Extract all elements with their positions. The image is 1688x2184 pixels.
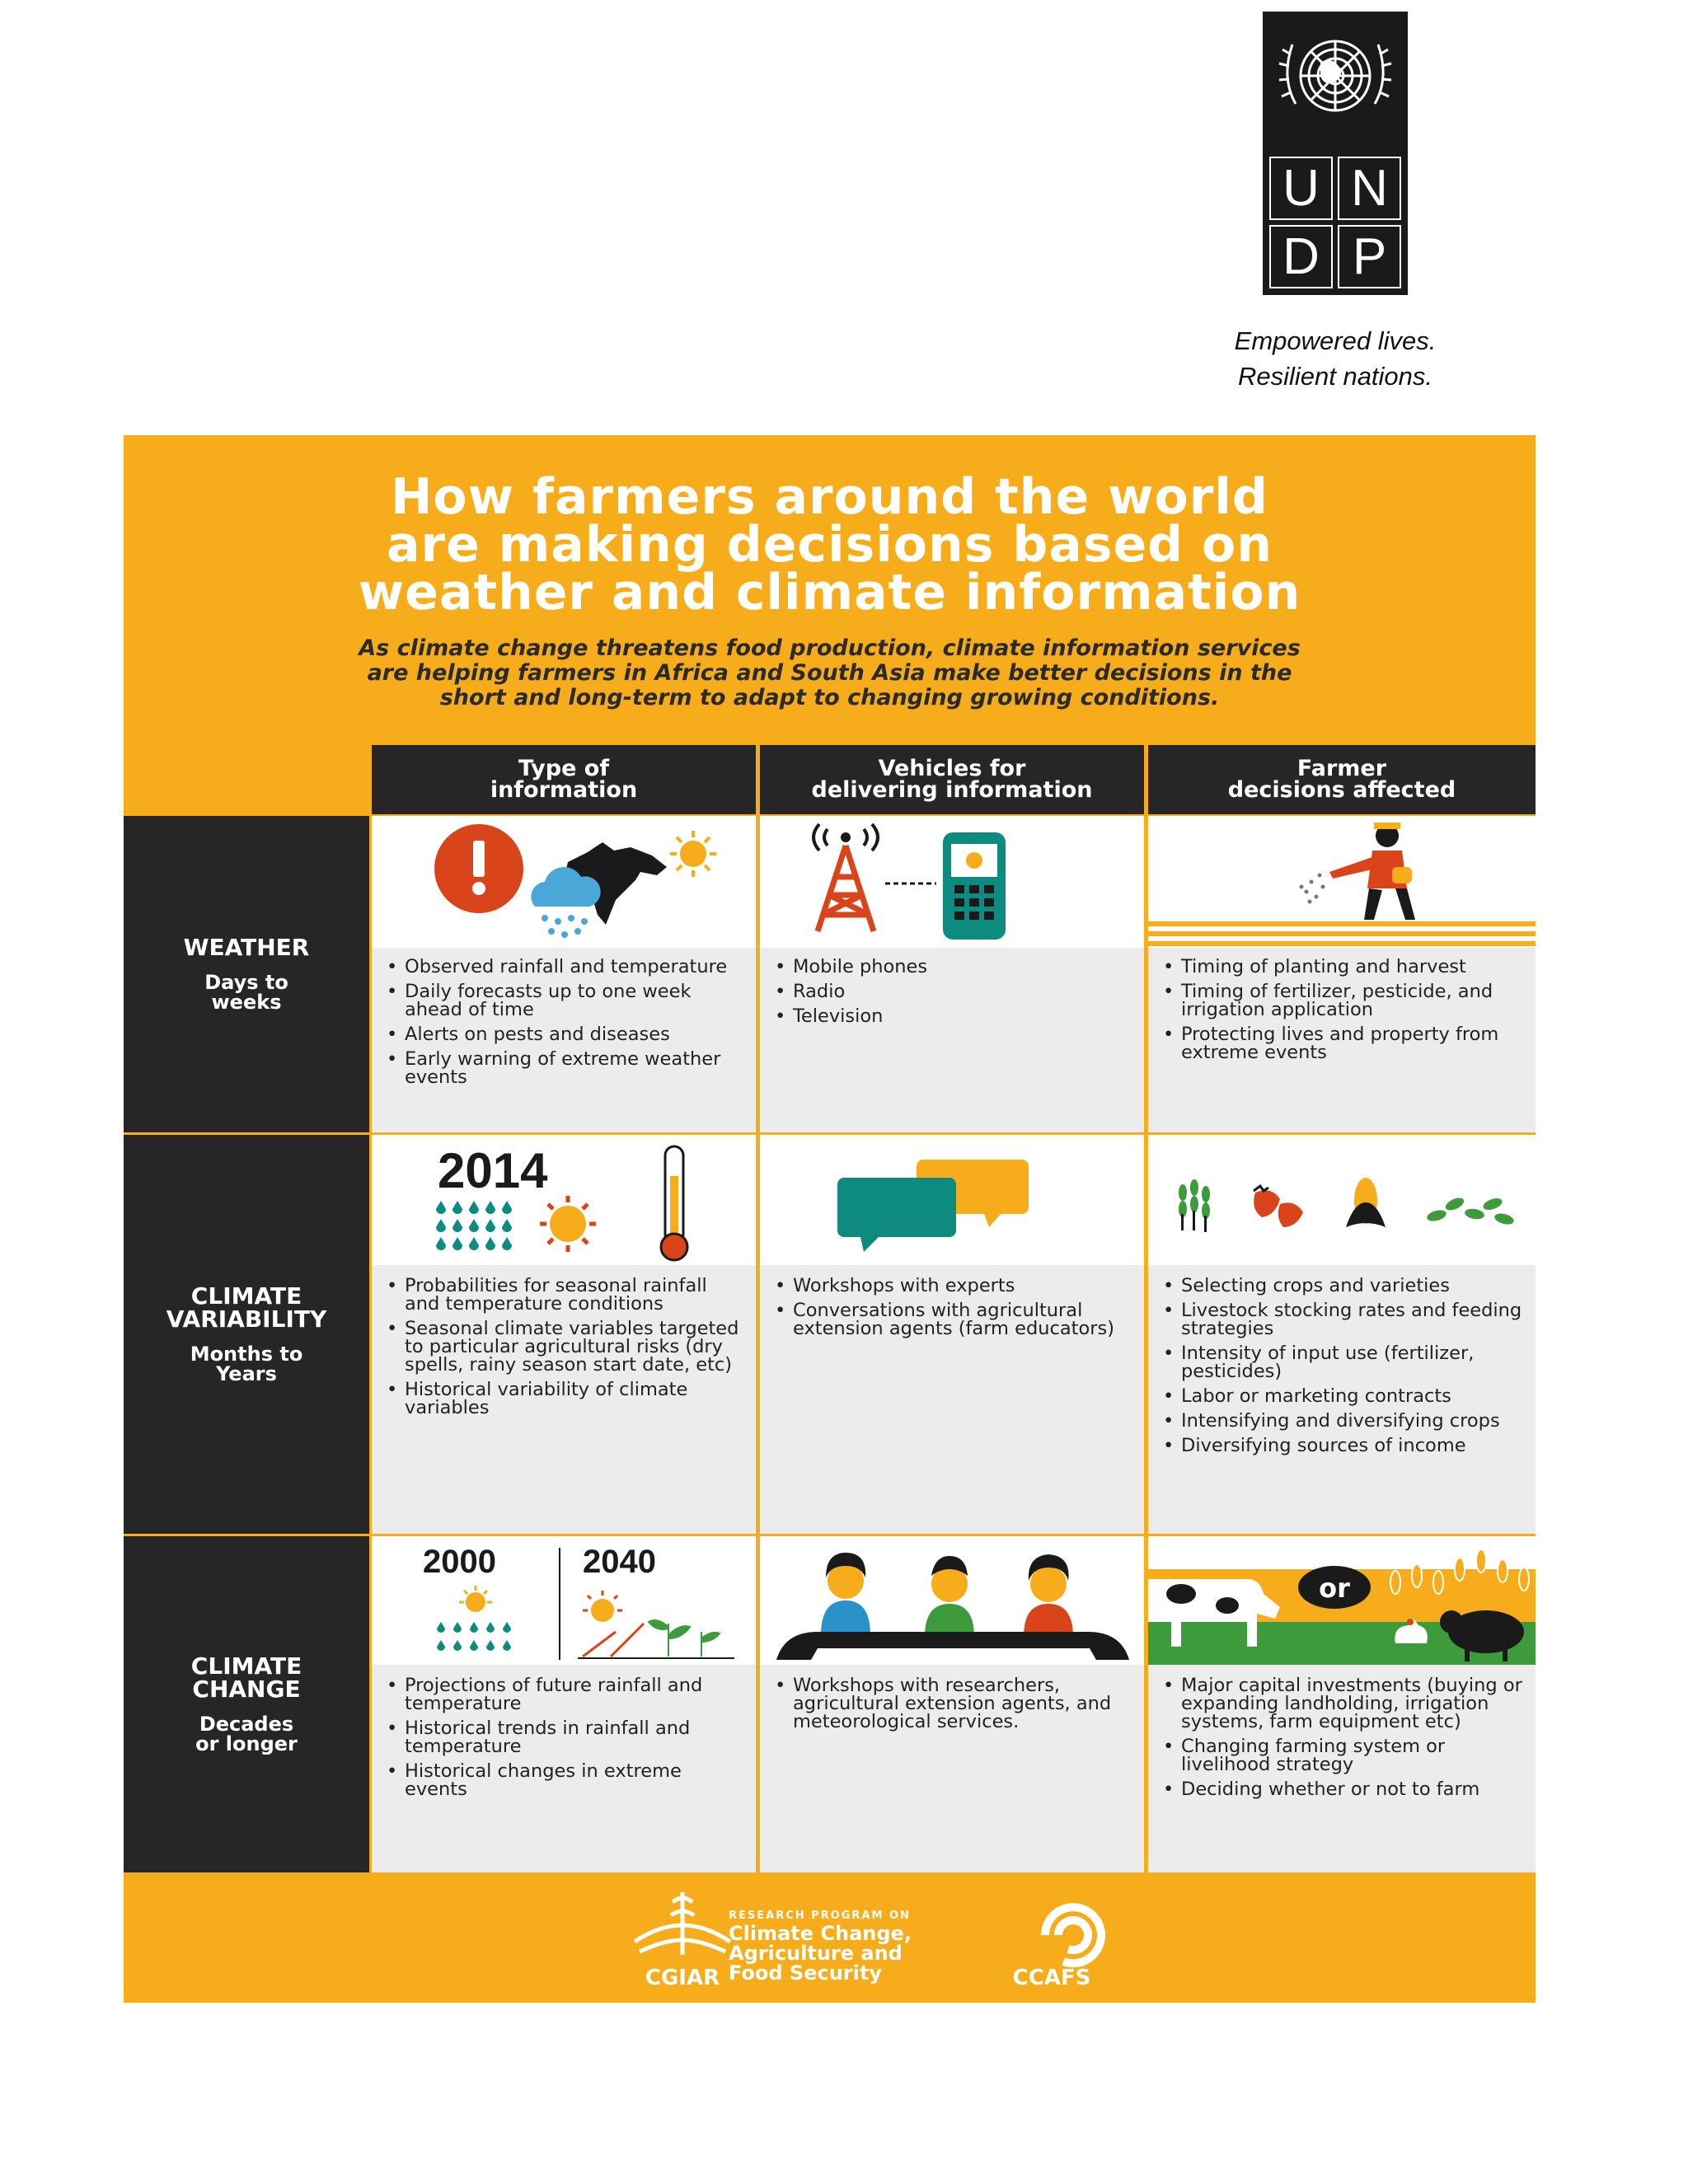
list-item: • Alerts on pests and diseases xyxy=(383,1025,746,1043)
column-header-line: Vehicles for xyxy=(878,756,1026,781)
logo-letter: U xyxy=(1269,157,1333,220)
list-item: • Selecting crops and varieties xyxy=(1160,1277,1526,1295)
list-item: • Radio xyxy=(771,982,1134,1001)
year-label: 2000 xyxy=(423,1544,496,1580)
list-item: • Timing of planting and harvest xyxy=(1160,958,1526,976)
sun-icon xyxy=(583,1591,622,1622)
title-line: weather and climate information xyxy=(358,564,1301,621)
cell-icon-area xyxy=(1148,816,1536,948)
year-label: 2040 xyxy=(583,1544,656,1580)
row-timescale xyxy=(124,972,369,1012)
year-label: 2014 xyxy=(438,1143,548,1198)
program-small-label: RESEARCH PROGRAM ON xyxy=(729,1910,911,1922)
cgiar-label: CGIAR xyxy=(645,1966,720,1990)
cell-icon-area xyxy=(760,816,1144,948)
row-title: WEATHER xyxy=(183,934,310,961)
program-line: Agriculture and xyxy=(729,1942,903,1965)
tagline-line: Empowered lives. xyxy=(1234,326,1437,355)
row-label-climate-change xyxy=(124,1536,369,1872)
column-header-type xyxy=(372,745,756,814)
rain-drops-icon xyxy=(437,1622,511,1651)
list-item: • Deciding whether or not to farm xyxy=(1160,1780,1526,1798)
type-list xyxy=(383,1277,746,1423)
speech-bubbles-icon xyxy=(760,1135,1144,1265)
list-item: • Diversifying sources of income xyxy=(1160,1436,1526,1455)
cell-icon-area xyxy=(760,1135,1144,1265)
type-list xyxy=(383,958,746,1093)
row-timescale-line: weeks xyxy=(211,991,282,1014)
list-item: • Daily forecasts up to one week ahead of time xyxy=(383,982,746,1019)
program-line: Climate Change, xyxy=(729,1922,912,1945)
decision-list xyxy=(1160,1277,1526,1461)
list-item: • Historical trends in rainfall and temperature xyxy=(383,1719,746,1755)
row-label-climate-variability xyxy=(124,1135,369,1534)
sun-icon xyxy=(670,831,716,877)
row-timescale-line: Years xyxy=(216,1362,277,1385)
decision-list xyxy=(1160,1676,1526,1805)
undp-logo xyxy=(1263,12,1408,295)
column-header-vehicles xyxy=(760,745,1144,814)
title-line: How farmers around the world xyxy=(391,468,1268,526)
row-title xyxy=(124,1652,369,1703)
row-title-line: CLIMATE xyxy=(190,1652,302,1680)
row-timescale-line: Days to xyxy=(204,971,288,994)
cell-variability-type xyxy=(372,1135,756,1534)
row-title xyxy=(124,1282,369,1333)
row-timescale xyxy=(124,1344,369,1384)
list-item: • Early warning of extreme weather events xyxy=(383,1050,746,1086)
row-timescale-line: Decades xyxy=(199,1713,294,1736)
cell-weather-type xyxy=(372,816,756,1132)
strawberry-icon xyxy=(1254,1186,1303,1227)
list-item: • Protecting lives and property from extreme events xyxy=(1160,1025,1526,1062)
column-header-line: Farmer xyxy=(1296,756,1387,781)
cell-icon-area xyxy=(372,1135,756,1265)
alert-icon xyxy=(434,824,523,913)
list-item: • Livestock stocking rates and feeding strategies xyxy=(1160,1301,1526,1338)
cell-variability-decisions xyxy=(1148,1135,1536,1534)
column-header-line: delivering information xyxy=(811,777,1093,803)
row-timescale-line: or longer xyxy=(195,1732,298,1755)
beans-icon xyxy=(1426,1195,1515,1226)
list-item: • Intensity of input use (fertilizer, pesticides) xyxy=(1160,1344,1526,1380)
rain-cloud-icon xyxy=(531,867,600,938)
vehicle-list xyxy=(771,1676,1134,1737)
ccafs-label: CCAFS xyxy=(1012,1966,1091,1990)
column-header-line: information xyxy=(490,777,638,803)
list-item: • Probabilities for seasonal rainfall and temperature conditions xyxy=(383,1277,746,1313)
cell-icon-area xyxy=(760,1536,1144,1665)
row-timescale xyxy=(124,1714,369,1754)
list-item: • Labor or marketing contracts xyxy=(1160,1387,1526,1405)
tagline-line: Resilient nations. xyxy=(1237,362,1433,391)
people-workshop-icon xyxy=(760,1536,1144,1665)
cell-change-type xyxy=(372,1536,756,1872)
cell-icon-area xyxy=(372,1536,756,1665)
row-title-line: CLIMATE xyxy=(190,1282,302,1310)
undp-letters xyxy=(1269,157,1401,288)
list-item: • Television xyxy=(771,1007,1134,1025)
undp-tagline xyxy=(1203,323,1467,394)
sun-icon xyxy=(540,1196,596,1252)
list-item: • Projections of future rainfall and temperature xyxy=(383,1676,746,1713)
list-item: • Major capital investments (buying or expanding landholding, irrigation systems, farm equipment etc) xyxy=(1160,1676,1526,1731)
cell-weather-vehicles xyxy=(760,816,1144,1132)
list-item: • Seasonal climate variables targeted to particular agricultural risks (dry spells, rainy season start date, etc) xyxy=(383,1319,746,1374)
un-emblem-icon xyxy=(1263,12,1408,147)
list-item: • Conversations with agricultural extension agents (farm educators) xyxy=(771,1301,1134,1338)
or-label: or xyxy=(1319,1572,1350,1604)
corn-icon xyxy=(1346,1178,1386,1227)
cell-weather-decisions xyxy=(1148,816,1536,1132)
farmer-sowing-icon xyxy=(1329,823,1415,920)
radio-tower-icon xyxy=(818,846,874,931)
cell-change-vehicles xyxy=(760,1536,1144,1872)
program-line: Food Security xyxy=(729,1961,882,1985)
list-item: • Historical variability of climate variables xyxy=(383,1380,746,1417)
vehicle-list xyxy=(771,958,1134,1032)
row-title-line: VARIABILITY xyxy=(166,1305,327,1333)
or-badge xyxy=(1298,1566,1371,1609)
row-title-line: CHANGE xyxy=(192,1675,301,1703)
subtitle-line: are helping farmers in Africa and South Asia make better decisions in the xyxy=(367,660,1292,686)
column-header-line: Type of xyxy=(518,756,610,781)
list-item: • Observed rainfall and temperature xyxy=(383,958,746,976)
column-header-line: decisions affected xyxy=(1227,777,1456,803)
column-header-decisions xyxy=(1148,745,1536,814)
logo-letter: D xyxy=(1269,225,1333,288)
subtitle-line: short and long-term to adapt to changing growing conditions. xyxy=(439,685,1220,710)
list-item: • Workshops with researchers, agricultural extension agents, and meteorological services. xyxy=(771,1676,1134,1731)
infographic-title xyxy=(124,468,1536,621)
logo-letter: N xyxy=(1338,157,1401,220)
list-item: • Changing farming system or livelihood strategy xyxy=(1160,1737,1526,1774)
wilted-plants-icon xyxy=(578,1620,734,1658)
row-label-weather xyxy=(124,816,369,1132)
cell-icon-area xyxy=(1148,1135,1536,1265)
infographic-subtitle xyxy=(190,636,1470,710)
ccafs-logo xyxy=(1013,1907,1101,1990)
sun-icon xyxy=(459,1586,492,1612)
vehicle-list xyxy=(771,1277,1134,1344)
rain-drops-icon xyxy=(436,1201,512,1250)
footer-logos xyxy=(124,1872,1536,2003)
thermometer-icon xyxy=(661,1146,687,1260)
mobile-phone-icon xyxy=(943,832,1006,940)
cgiar-logo xyxy=(635,1892,730,1990)
type-list xyxy=(383,1676,746,1805)
cell-icon-area xyxy=(372,816,756,948)
cell-change-decisions xyxy=(1148,1536,1536,1872)
list-item: • Intensifying and diversifying crops xyxy=(1160,1412,1526,1430)
wheat-icon xyxy=(1179,1179,1210,1232)
list-item: • Historical changes in extreme events xyxy=(383,1762,746,1798)
infographic xyxy=(124,435,1536,2003)
row-timescale-line: Months to xyxy=(190,1343,303,1366)
cell-variability-vehicles xyxy=(760,1135,1144,1534)
title-line: are making decisions based on xyxy=(387,516,1273,574)
ccafs-program xyxy=(729,1910,912,1985)
logo-letter: P xyxy=(1338,225,1401,288)
list-item: • Workshops with experts xyxy=(771,1277,1134,1295)
cell-icon-area xyxy=(1148,1536,1536,1665)
list-item: • Timing of fertilizer, pesticide, and irrigation application xyxy=(1160,982,1526,1019)
subtitle-line: As climate change threatens food production, climate information services xyxy=(359,635,1301,661)
decision-list xyxy=(1160,958,1526,1068)
list-item: • Mobile phones xyxy=(771,958,1134,976)
